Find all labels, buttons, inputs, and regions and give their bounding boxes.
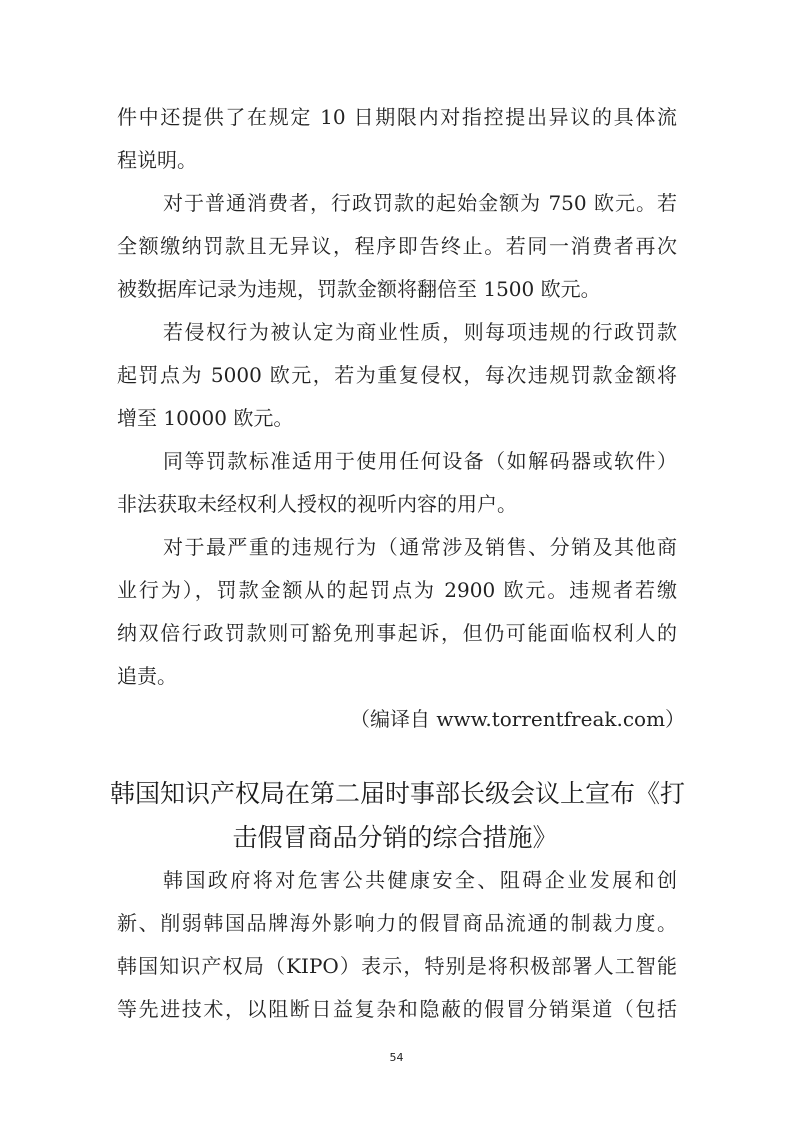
- article-body-line: 新、削弱韩国品牌海外影响力的假冒商品流通的制裁力度。: [117, 911, 677, 935]
- paragraph-line: 增至 10000 欧元。: [117, 406, 294, 430]
- paragraph-line: 追责。: [117, 664, 177, 688]
- article-body-line: 韩国政府将对危害公共健康安全、阻碍企业发展和创: [163, 868, 677, 892]
- paragraph-line: 全额缴纳罚款且无异议，程序即告终止。若同一消费者再次: [117, 234, 677, 258]
- paragraph-line: 若侵权行为被认定为商业性质，则每项违规的行政罚款: [163, 320, 677, 344]
- paragraph-line: 对于最严重的违规行为（通常涉及销售、分销及其他商: [163, 535, 677, 559]
- paragraph-line: 程说明。: [117, 148, 197, 172]
- paragraph-line: 被数据库记录为违规，罚款金额将翻倍至 1500 欧元。: [117, 277, 601, 301]
- page-number: 54: [389, 1051, 404, 1064]
- paragraph-line: 对于普通消费者，行政罚款的起始金额为 750 欧元。若: [163, 191, 677, 215]
- article-body-line: 韩国知识产权局（KIPO）表示，特别是将积极部署人工智能: [117, 954, 677, 978]
- article-title-line-1: 韩国知识产权局在第二届时事部长级会议上宣布《打: [110, 779, 686, 808]
- article-title-line-2: 击假冒商品分销的综合措施》: [232, 823, 558, 852]
- paragraph-line: 业行为），罚款金额从的起罚点为 2900 欧元。违规者若缴: [117, 578, 677, 602]
- paragraph-line: 纳双倍行政罚款则可豁免刑事起诉，但仍可能面临权利人的: [117, 621, 677, 645]
- source-note: （编译自 www.torrentfreak.com）: [350, 707, 686, 731]
- paragraph-line: 同等罚款标准适用于使用任何设备（如解码器或软件）: [163, 449, 677, 473]
- paragraph-line: 件中还提供了在规定 10 日期限内对指控提出异议的具体流: [117, 105, 677, 129]
- article-body-line: 等先进技术，以阻断日益复杂和隐蔽的假冒分销渠道（包括: [117, 997, 677, 1021]
- paragraph-line: 起罚点为 5000 欧元，若为重复侵权，每次违规罚款金额将: [117, 363, 677, 387]
- paragraph-line: 非法获取未经权利人授权的视听内容的用户。: [117, 492, 517, 516]
